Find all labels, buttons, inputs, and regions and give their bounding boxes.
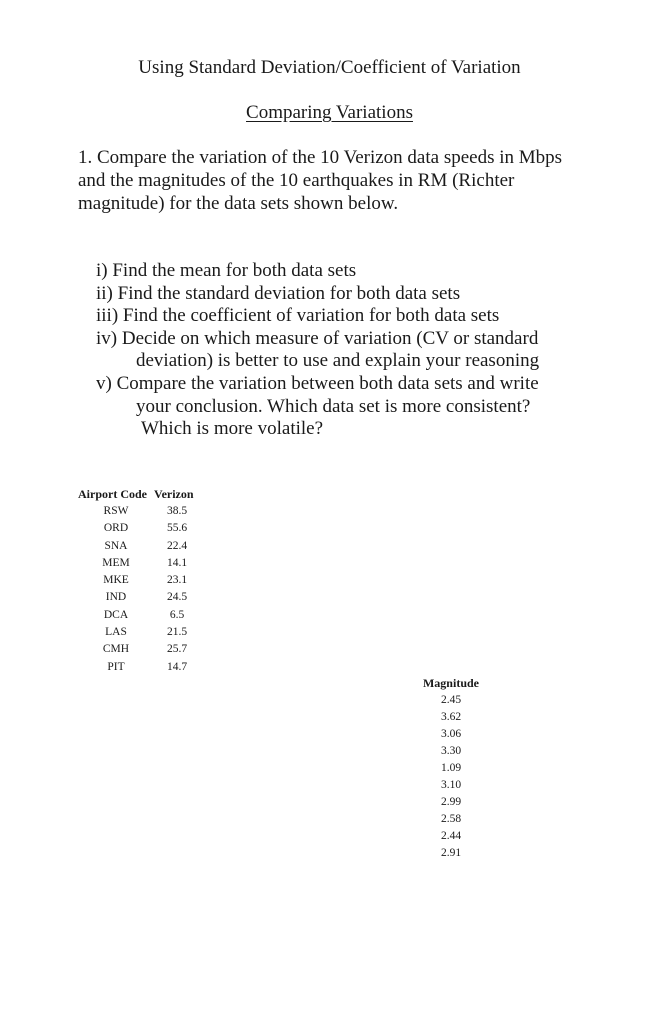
verizon-value-cell: 6.5 (169, 608, 185, 621)
task-item: i) Find the mean for both data sets (96, 260, 357, 281)
verizon-table (78, 486, 200, 676)
verizon-value-cell: 14.7 (166, 660, 188, 673)
table-row (78, 659, 200, 676)
question-line: 1. Compare the variation of the 10 Verizon data speeds in Mbps (78, 147, 563, 168)
airport-code-cell: ORD (103, 522, 129, 535)
airport-code-cell: PIT (107, 660, 125, 673)
page-title: Using Standard Deviation/Coefficient of Variation (138, 57, 521, 78)
task-item: iv) Decide on which measure of variation (CV or standard (96, 327, 539, 349)
table-row (78, 555, 200, 572)
verizon-value-cell: 55.6 (166, 522, 188, 535)
column-header-verizon: Verizon (154, 487, 194, 501)
task-item: iii) Find the coefficient of variation for both data sets (96, 305, 500, 327)
airport-code-cell: RSW (103, 505, 129, 517)
task-item-continuation: deviation) is better to use and explain your reasoning (136, 350, 540, 372)
airport-code-cell: LAS (105, 626, 127, 639)
airport-code-cell: MKE (103, 574, 129, 587)
task-item: ii) Find the standard deviation for both data sets (96, 282, 461, 304)
section-subtitle (0, 101, 659, 125)
magnitude-value-cell: 3.10 (440, 779, 462, 791)
column-header-airport-code: Airport Code (78, 487, 147, 501)
table-row (78, 503, 200, 520)
column-header-magnitude: Magnitude (422, 676, 479, 690)
question-line: and the magnitudes of the 10 earthquakes in RM (Richter (78, 170, 515, 191)
airport-code-cell: SNA (104, 539, 128, 552)
subtitle-text: Comparing Variations (246, 102, 413, 123)
task-item: v) Compare the variation between both data sets and write (96, 372, 539, 394)
magnitude-value-cell: 3.06 (440, 728, 462, 740)
question-line: magnitude) for the data sets shown below. (78, 193, 399, 214)
magnitude-table (418, 675, 484, 862)
verizon-value-cell: 24.5 (166, 591, 188, 604)
magnitude-value-cell: 1.09 (440, 762, 462, 774)
airport-code-cell: MEM (102, 556, 130, 569)
table-header-row (78, 486, 200, 503)
airport-code-cell: CMH (102, 643, 130, 656)
verizon-value-cell: 38.5 (166, 505, 188, 517)
table-row (78, 641, 200, 658)
magnitude-value-cell: 3.30 (440, 745, 462, 757)
table-row (78, 589, 200, 606)
table-row (78, 624, 200, 641)
table-row (78, 572, 200, 589)
question-text (78, 146, 638, 215)
verizon-value-cell: 14.1 (166, 556, 188, 569)
task-item-continuation: Which is more volatile? (141, 418, 324, 440)
magnitude-value-cell: 2.45 (440, 694, 462, 706)
verizon-value-cell: 23.1 (166, 574, 188, 587)
magnitude-value-cell: 2.44 (440, 830, 462, 842)
table-row (78, 538, 200, 555)
verizon-value-cell: 25.7 (166, 643, 188, 656)
table-row (78, 607, 200, 624)
airport-code-cell: DCA (103, 608, 129, 621)
magnitude-value-cell: 2.99 (440, 796, 462, 808)
magnitude-value-cell: 2.58 (440, 813, 462, 825)
magnitude-value-cell: 3.62 (440, 711, 462, 723)
task-item-continuation: your conclusion. Which data set is more consistent? (136, 395, 531, 417)
task-list (96, 260, 636, 441)
verizon-value-cell: 22.4 (166, 539, 188, 552)
magnitude-value-cell: 2.91 (440, 847, 462, 859)
verizon-value-cell: 21.5 (166, 626, 188, 639)
airport-code-cell: IND (105, 591, 127, 604)
table-row (78, 520, 200, 537)
